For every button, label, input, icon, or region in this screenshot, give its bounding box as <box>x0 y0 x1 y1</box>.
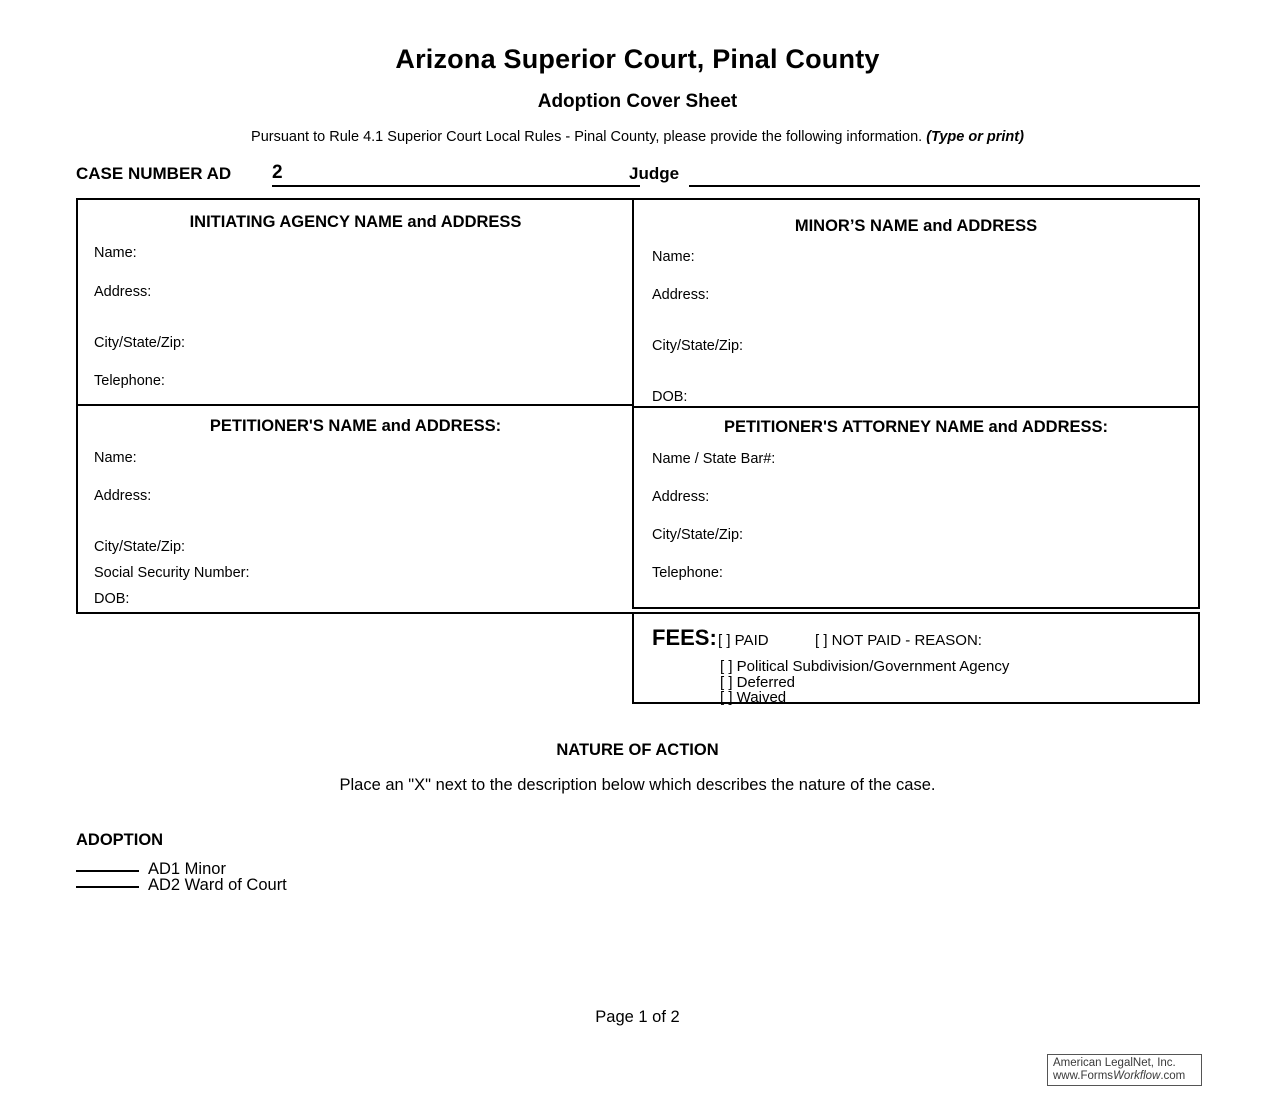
party-information-table <box>76 198 1200 704</box>
case-number-line <box>76 162 1200 188</box>
minor-city-state-zip-label: City/State/Zip: <box>652 338 744 354</box>
form-instruction-note: (Type or print) <box>926 129 1024 145</box>
adoption-option-ad1-blank[interactable] <box>76 870 139 872</box>
page-number: Page 1 of 2 <box>595 1008 680 1026</box>
stamp-website <box>1053 1070 1197 1083</box>
attorney-telephone-label: Telephone: <box>652 565 723 581</box>
adoption-category-heading: ADOPTION <box>76 831 164 849</box>
attorney-city-state-zip-label: City/State/Zip: <box>652 527 744 543</box>
fees-reason-deferred-checkbox[interactable]: [ ] Deferred <box>720 673 796 691</box>
adoption-option-ad2-blank[interactable] <box>76 886 139 888</box>
petitioner-attorney-box <box>632 407 1200 609</box>
agency-telephone-label: Telephone: <box>94 373 165 389</box>
minor-address-label: Address: <box>652 287 710 303</box>
case-number-value[interactable]: 2 <box>272 162 283 183</box>
petitioner-ssn-label: Social Security Number: <box>94 565 250 581</box>
fees-not-paid-checkbox[interactable]: [ ] NOT PAID - REASON: <box>815 632 982 649</box>
petitioner-information-box <box>76 405 633 614</box>
adoption-option-ad1[interactable] <box>76 861 287 877</box>
petitioner-attorney-title: PETITIONER'S ATTORNEY NAME and ADDRESS: <box>723 418 1109 436</box>
american-legalnet-stamp <box>1047 1054 1202 1086</box>
judge-label: Judge <box>629 164 680 183</box>
initiating-agency-title: INITIATING AGENCY NAME and ADDRESS <box>189 213 522 231</box>
stamp-website-suffix: .com <box>1160 1069 1186 1082</box>
case-number-input-rule[interactable] <box>272 185 640 187</box>
form-title: Adoption Cover Sheet <box>537 91 738 112</box>
petitioner-name-label: Name: <box>94 450 137 466</box>
form-instruction <box>0 129 1275 145</box>
form-instruction-main: Pursuant to Rule 4.1 Superior Court Local Rules - Pinal County, please provide the following information. <box>251 129 923 145</box>
initiating-agency-box <box>76 198 633 406</box>
stamp-website-italic: Workflow <box>1113 1069 1161 1082</box>
minor-dob-label: DOB: <box>652 389 688 405</box>
minor-information-box <box>632 198 1200 408</box>
adoption-option-ad2[interactable] <box>76 877 287 893</box>
stamp-website-prefix: www.Forms <box>1053 1069 1114 1082</box>
fees-reason-political-subdivision-checkbox[interactable]: [ ] Political Subdivision/Government Agency <box>720 658 1010 675</box>
adoption-options-list <box>76 861 287 893</box>
adoption-option-ad1-label: AD1 Minor <box>148 860 226 878</box>
fees-paid-checkbox[interactable]: [ ] PAID <box>718 632 769 649</box>
fees-box <box>632 612 1200 704</box>
stamp-company-name: American LegalNet, Inc. <box>1053 1057 1176 1069</box>
petitioner-city-state-zip-label: City/State/Zip: <box>94 539 186 555</box>
petitioner-information-title: PETITIONER'S NAME and ADDRESS: <box>209 417 502 435</box>
fees-label: FEES: <box>652 625 717 650</box>
petitioner-dob-label: DOB: <box>94 591 130 607</box>
agency-name-label: Name: <box>94 245 137 261</box>
agency-address-label: Address: <box>94 284 152 300</box>
nature-of-action-instruction: Place an "X" next to the description below which describes the nature of the case. <box>339 776 936 794</box>
case-number-label: CASE NUMBER AD <box>76 164 232 183</box>
fees-reason-waived-checkbox[interactable]: [ ] Waived <box>720 689 787 706</box>
attorney-address-label: Address: <box>652 489 710 505</box>
minor-name-label: Name: <box>652 249 695 265</box>
petitioner-address-label: Address: <box>94 488 152 504</box>
judge-input-rule[interactable] <box>689 185 1200 187</box>
court-title: Arizona Superior Court, Pinal County <box>395 44 880 74</box>
agency-city-state-zip-label: City/State/Zip: <box>94 335 186 351</box>
minor-information-title: MINOR’S NAME and ADDRESS <box>794 217 1038 235</box>
nature-of-action-title: NATURE OF ACTION <box>556 741 719 759</box>
attorney-name-bar-label: Name / State Bar#: <box>652 451 776 467</box>
adoption-option-ad2-label: AD2 Ward of Court <box>148 876 287 894</box>
fees-reason-options <box>720 659 1009 706</box>
